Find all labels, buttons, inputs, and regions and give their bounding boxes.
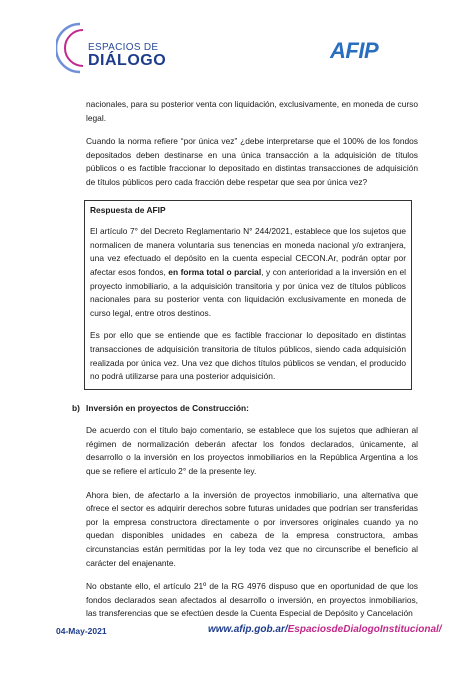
footer-url-suffix: EspaciosdeDialogoInstitucional/: [287, 624, 442, 635]
footer-date: 04-May-2021: [56, 626, 107, 636]
footer-url-link[interactable]: [208, 624, 442, 635]
logo-line-2: DIÁLOGO: [88, 52, 167, 69]
paragraph-3: De acuerdo con el título bajo comentario, se establece que los sujetos que adhieran al régimen de normalización deberán afectar los fondos declarados, únicamente, al desarrollo o la inversión en los proyectos inmobiliarios en la República Argentina a los que se refiere el artículo 2° de la presente ley.: [86, 425, 418, 477]
logo-arc-icon: [56, 20, 86, 76]
section-b-label: b): [72, 402, 80, 413]
logo-line-1: ESPACIOS DE: [88, 42, 159, 53]
paragraph-5: No obstante ello, el artículo 21º de la RG 4976 dispuso que en oportunidad de que los fondos declarados sean afectados al desarrollo o inversión, en proyectos inmobiliarios, las transferencias que se efectúen desde la Cuenta Especial de Depósito y Cancelación: [86, 581, 418, 619]
answer-p1-bold: en forma total o parcial: [168, 266, 262, 277]
answer-paragraph-1: [90, 225, 406, 320]
answer-box-title: Respuesta de AFIP: [90, 204, 166, 215]
afip-logo: AFIP: [330, 38, 379, 63]
section-b-title: Inversión en proyectos de Construcción:: [86, 402, 249, 413]
answer-p1-after: , y con anterioridad a la inversión en el proyecto inmobiliario, a la adquisición transitoria y por única vez de títulos públicos nacionales para su posterior venta con liquidación exclusivamente en moneda de curso legal, entre otros destinos.: [90, 266, 407, 318]
paragraph-question: Cuando la norma refiere “por única vez” ¿debe interpretarse que el 100% de los fondos depositados deben destinarse en una única transacción a la adquisición de títulos públicos o es factible fraccionar lo depositado en distintas transacciones de adquisición de títulos públicos pero cada fracción debe respetar que sea por única vez?: [86, 136, 418, 187]
document-body: [72, 98, 418, 631]
paragraph-4: Ahora bien, de afectarlo a la inversión de proyectos inmobiliario, una alternativa que ofrece el sector es adquirir derechos sobre futuras unidades que podrían ser transferidas por la empresa constructora directamente o por inversores originales cuando ya no quedan disponibles unidades en cabeza de la empresa constructora, ambas circunstancias están permitidas por la ley toda vez que no circunscribe el beneficio al carácter del enajenante.: [86, 489, 418, 568]
page-header: [0, 0, 474, 90]
answer-paragraph-2: Es por ello que se entiende que es factible fraccionar lo depositado en distintas transacciones de adquisición transitoria de títulos públicos, siendo cada adquisición realizada por única vez. Una vez que dichos títulos públicos se vendan, el producido no podrá utilizarse para una posterior adquisición.: [90, 330, 406, 382]
section-b-heading: [72, 402, 418, 416]
footer-url-prefix: www.afip.gob.ar/: [208, 624, 288, 635]
page-footer: [0, 620, 474, 650]
afip-answer-box: [84, 200, 412, 390]
answer-p1-before: El artículo 7° del Decreto Reglamentario N° 244/2021, establece que los sujetos que normalicen de manera voluntaria sus tenencias en moneda nacional y/o extranjera, una vez efectuado el depósito en la cuenta especial CECON.Ar, podrán optar por afectar esos fondos,: [90, 226, 406, 277]
paragraph-1: nacionales, para su posterior venta con liquidación, exclusivamente, en moneda de curso legal.: [86, 99, 418, 123]
espacios-de-dialogo-logo: [56, 20, 176, 76]
